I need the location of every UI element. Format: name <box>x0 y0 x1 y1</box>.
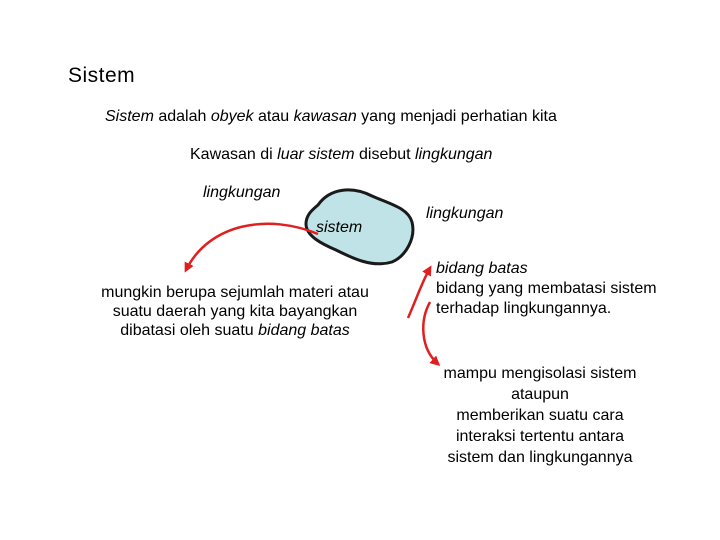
def-text-2: atau <box>253 108 294 125</box>
term-sistem: Sistem <box>105 108 154 125</box>
label-lingkungan-left: lingkungan <box>203 184 281 201</box>
desc-line-3-term: bidang batas <box>258 322 350 339</box>
desc-line-3 <box>82 321 388 340</box>
isolation-line-4: interaksi tertentu antara <box>455 428 625 445</box>
label-sistem: sistem <box>316 219 363 236</box>
env-text-1: Kawasan di <box>190 146 278 163</box>
def-text-1: adalah <box>153 108 211 125</box>
def-text-3: yang menjadi perhatian kita <box>356 108 557 125</box>
isolation-block <box>432 363 648 468</box>
label-lingkungan-right: lingkungan <box>426 205 504 222</box>
isolation-line-2: ataupun <box>511 386 569 403</box>
desc-line-3-prefix: dibatasi oleh suatu <box>120 322 259 339</box>
desc-line-2: suatu daerah yang kita bayangkan <box>112 303 358 320</box>
boundary-heading: bidang batas <box>436 260 528 277</box>
slide-title: Sistem <box>68 64 136 87</box>
term-sistem-2: sistem <box>308 146 355 163</box>
isolation-line-3: memberikan suatu cara <box>456 407 624 424</box>
desc-line-1: mungkin berupa sejumlah materi atau <box>101 284 369 301</box>
env-text-3: disebut <box>354 146 416 163</box>
term-obyek: obyek <box>210 108 254 125</box>
isolation-line-5: sistem dan lingkungannya <box>447 449 633 466</box>
boundary-line-2: terhadap lingkungannya. <box>436 300 612 317</box>
term-luar: luar <box>277 146 304 163</box>
arrow-left <box>186 224 318 270</box>
isolation-line-1: mampu mengisolasi sistem <box>443 365 637 382</box>
boundary-line-1: bidang yang membatasi sistem <box>436 280 657 297</box>
environment-description <box>82 283 388 340</box>
term-kawasan: kawasan <box>293 108 357 125</box>
boundary-block <box>436 259 657 319</box>
term-lingkungan: lingkungan <box>415 146 493 163</box>
